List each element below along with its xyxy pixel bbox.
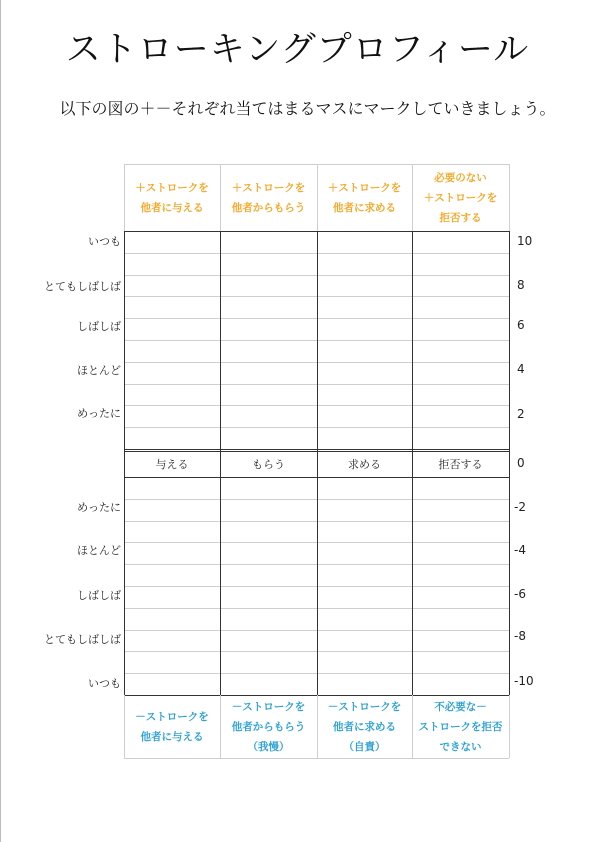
- header-line: ＋ストロークを: [231, 181, 306, 194]
- grid-line: [509, 477, 510, 695]
- grid-line: [317, 164, 318, 231]
- axis-category-label: 求める: [348, 458, 381, 471]
- frequency-label: めったに: [77, 501, 121, 514]
- grid-line: [220, 231, 221, 477]
- frequency-label: ほとんど: [77, 364, 121, 377]
- scale-value: 8: [517, 278, 525, 292]
- grid-line: [220, 695, 221, 758]
- scale-value: -4: [514, 543, 526, 557]
- header-line: 他者に与える: [140, 730, 204, 743]
- page-title: ストローキングプロフィール: [65, 30, 530, 70]
- header-line: 必要のない: [434, 171, 487, 184]
- plus-stroke-header: [124, 164, 220, 231]
- grid-line: [412, 164, 413, 231]
- frequency-label: ほとんど: [77, 544, 121, 557]
- grid-line: [509, 164, 510, 231]
- grid-line: [124, 695, 125, 758]
- grid-line: [509, 231, 510, 477]
- grid-line: [317, 695, 318, 758]
- header-line: 他者に求める: [333, 720, 396, 733]
- minus-stroke-header: [124, 695, 220, 758]
- grid-line: [220, 164, 221, 231]
- header-line: 他者からもらう: [231, 201, 306, 214]
- header-line: 拒否する: [439, 211, 482, 224]
- scale-value: -6: [514, 587, 526, 601]
- scale-value: -10: [514, 674, 534, 688]
- grid-line: [124, 477, 125, 695]
- grid-line: [412, 695, 413, 758]
- minus-stroke-header: [412, 695, 509, 758]
- axis-category-label: 与える: [155, 458, 189, 471]
- scale-value: 10: [517, 234, 533, 248]
- frequency-label: とてもしばしば: [44, 280, 121, 293]
- grid-line: [124, 231, 125, 477]
- grid-line: [412, 231, 413, 477]
- header-line: 他者からもらう: [231, 720, 306, 733]
- frequency-label: めったに: [77, 407, 121, 420]
- instruction-text: 以下の図の＋－それぞれ当てはまるマスにマークしていきましょう。: [59, 99, 556, 118]
- scale-value: -2: [514, 500, 526, 514]
- header-line: 不必要な－: [434, 700, 487, 713]
- grid-line: [317, 231, 318, 477]
- header-line: －ストロークを: [135, 710, 209, 723]
- frequency-label: いつも: [88, 677, 121, 690]
- plus-stroke-header: [412, 164, 509, 231]
- minus-stroke-header: [220, 695, 317, 758]
- header-line: （我慢）: [247, 740, 290, 753]
- frequency-label: とてもしばしば: [44, 633, 121, 646]
- scale-zero: 0: [517, 456, 525, 470]
- axis-category-label: もらう: [252, 458, 285, 471]
- scale-value: 2: [517, 407, 525, 421]
- header-line: （自責）: [343, 740, 386, 753]
- header-line: ＋ストロークを: [327, 181, 402, 194]
- grid-line: [220, 477, 221, 695]
- header-line: ストロークを拒否: [418, 720, 503, 733]
- plus-stroke-header: [220, 164, 317, 231]
- page-left-border: [0, 0, 1, 842]
- header-line: できない: [439, 740, 482, 753]
- frequency-label: しばしば: [77, 320, 121, 333]
- header-line: 他者に求める: [333, 201, 396, 214]
- scale-value: 6: [517, 318, 525, 332]
- axis-category-label: 拒否する: [438, 458, 483, 471]
- grid-line: [509, 695, 510, 758]
- minus-stroke-header: [317, 695, 412, 758]
- grid-line: [412, 477, 413, 695]
- grid-line: [124, 758, 509, 759]
- header-line: ＋ストロークを: [135, 181, 209, 194]
- grid-line: [317, 477, 318, 695]
- frequency-label: いつも: [88, 235, 121, 248]
- scale-value: 4: [517, 362, 525, 376]
- scale-value: -8: [514, 629, 526, 643]
- header-line: －ストロークを: [231, 700, 306, 713]
- frequency-label: しばしば: [77, 589, 121, 602]
- header-line: ＋ストロークを: [423, 191, 498, 204]
- header-line: －ストロークを: [327, 700, 402, 713]
- grid-line: [124, 164, 125, 231]
- header-line: 他者に与える: [140, 201, 204, 214]
- plus-stroke-header: [317, 164, 412, 231]
